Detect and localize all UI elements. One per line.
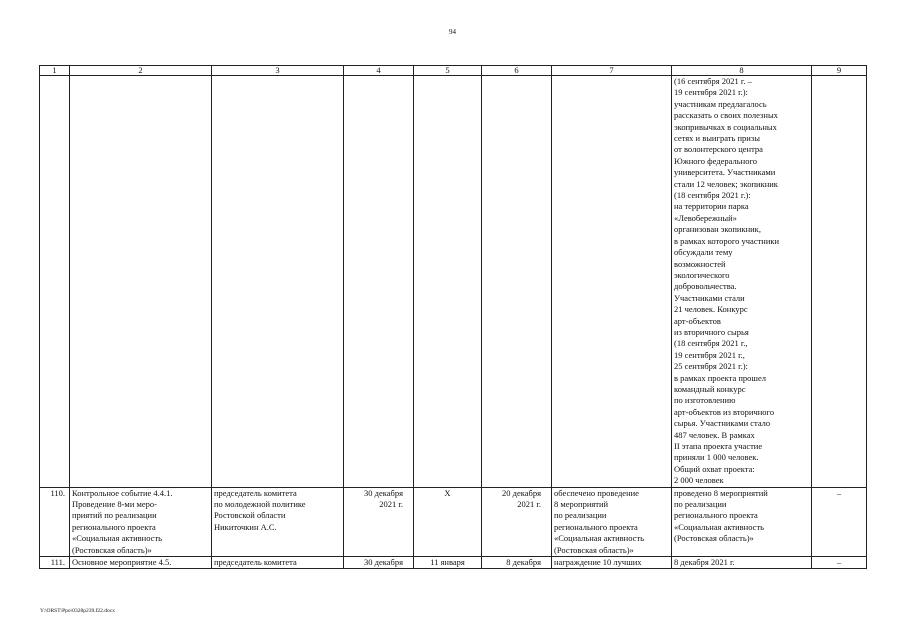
expected-result: обеспечено проведение 8 мероприятий по реализации регионального проекта «Социальная активность (Ростовская область)» xyxy=(552,487,672,556)
activity-name: Контрольное событие 4.4.1. Проведение 8-ми меро- приятий по реализации регионального проекта «Социальная активность (Ростовская область)» xyxy=(70,487,212,556)
actual-date: 8 декабря xyxy=(482,557,552,569)
responsible-person: председатель комитета xyxy=(212,557,344,569)
planned-date: 30 декабря xyxy=(344,557,414,569)
header-cell: 1 xyxy=(40,66,70,76)
page-number: 94 xyxy=(449,28,456,36)
header-cell: 4 xyxy=(344,66,414,76)
expected-result: награждение 10 лучших xyxy=(552,557,672,569)
row-number: 111. xyxy=(40,557,70,569)
header-cell: 9 xyxy=(812,66,867,76)
actual-result: проведено 8 мероприятий по реализации регионального проекта «Социальная активность (Ростовская область)» xyxy=(672,487,812,556)
header-cell: 5 xyxy=(414,66,482,76)
actual-date: 20 декабря 2021 г. xyxy=(482,487,552,556)
planned-date: 30 декабря 2021 г. xyxy=(344,487,414,556)
start-date: 11 января xyxy=(414,557,482,569)
header-cell: 2 xyxy=(70,66,212,76)
actual-result-continuation: (16 сентября 2021 г. – 19 сентября 2021 г.): участникам предлагалось рассказать о своих полезных экопривычках в социальных сетях и выиграть призы от волонтерского центра Южного федерального университета. Участниками стали 12 человек; экопикник (18 сентября 2021 г.): на территории парка «Левобережный» организован экопикник, в рамках которого участники обсуждали тему возможностей экологического добровольчества. Участниками стали 21 человек. Конкурс арт-объектов из вторичного сырья (18 сентября 2021 г., 19 сентября 2021 г., 25 сентября 2021 г.): в рамках проекта прошел командный конкурс по изготовлению арт-объектов из вторичного сырья. Участниками стало 487 человек. В рамках II этапа проекта участие приняли 1 000 человек. Общий охват проекта: 2 000 человек xyxy=(672,76,812,488)
column-number-row xyxy=(40,66,867,76)
start-date: Х xyxy=(414,487,482,556)
activity-name: Основное мероприятие 4.5. xyxy=(70,557,212,569)
actual-result: 8 декабря 2021 г. xyxy=(672,557,812,569)
file-path-footer: Y:\ORST\Ppo\0328p239.f22.docx xyxy=(40,608,115,614)
table-row xyxy=(40,557,867,569)
notes: – xyxy=(812,487,867,556)
notes: – xyxy=(812,557,867,569)
table-row xyxy=(40,487,867,556)
header-cell: 6 xyxy=(482,66,552,76)
row-number: 110. xyxy=(40,487,70,556)
header-cell: 8 xyxy=(672,66,812,76)
report-table xyxy=(39,65,867,569)
header-cell: 3 xyxy=(212,66,344,76)
responsible-person: председатель комитета по молодежной политике Ростовской области Никиточкин А.С. xyxy=(212,487,344,556)
header-cell: 7 xyxy=(552,66,672,76)
continuation-row xyxy=(40,76,867,488)
